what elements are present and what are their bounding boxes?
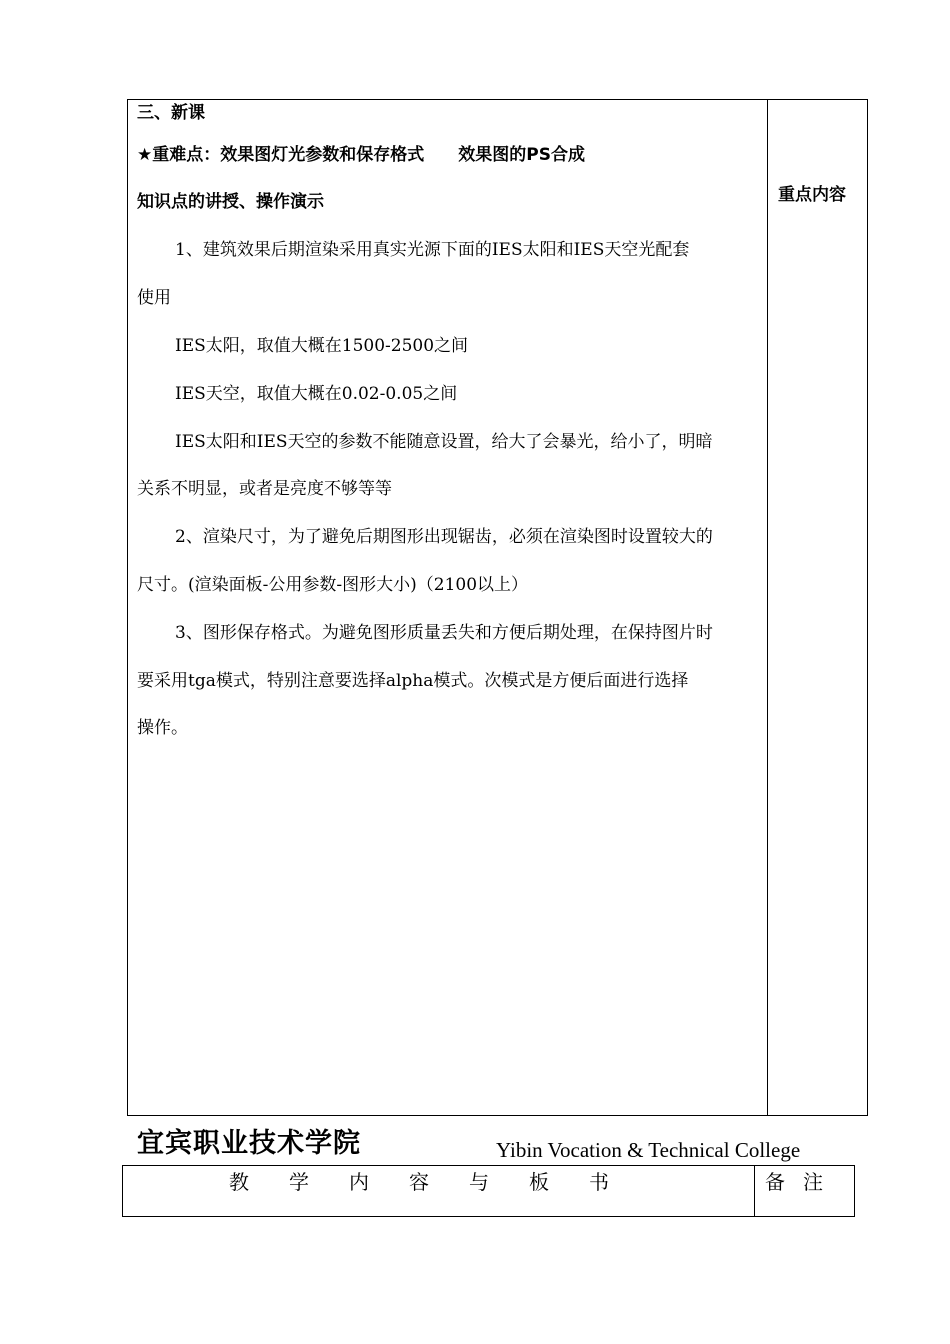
paragraph-1-line-2: 使用 bbox=[137, 288, 171, 308]
paragraph-4-line-1: IES太阳和IES天空的参数不能随意设置，给大了会暴光，给小了，明暗 bbox=[175, 432, 713, 452]
section-title: 三、新课 bbox=[137, 103, 205, 123]
content-header-note: 备注 bbox=[765, 1170, 841, 1194]
college-name-cn: 宜宾职业技术学院 bbox=[137, 1128, 361, 1159]
paragraph-5-line-1: 2、渲染尺寸，为了避免后期图形出现锯齿，必须在渲染图时设置较大的 bbox=[175, 527, 713, 547]
side-note: 重点内容 bbox=[778, 185, 846, 205]
header-column-divider bbox=[754, 1166, 755, 1216]
paragraph-1-line-1: 1、建筑效果后期渲染采用真实光源下面的IES太阳和IES天空光配套 bbox=[175, 240, 690, 260]
paragraph-6-line-2: 要采用tga模式，特别注意要选择alpha模式。次模式是方便后面进行选择 bbox=[137, 671, 689, 691]
column-divider bbox=[767, 100, 768, 1115]
paragraph-5-line-2: 尺寸。(渲染面板-公用参数-图形大小)（2100以上） bbox=[137, 575, 529, 595]
paragraph-6-line-1: 3、图形保存格式。为避免图形质量丢失和方便后期处理，在保持图片时 bbox=[175, 623, 713, 643]
subheading: 知识点的讲授、操作演示 bbox=[137, 192, 324, 212]
lesson-table bbox=[127, 99, 868, 1116]
paragraph-2-line-1: IES太阳，取值大概在1500-2500之间 bbox=[175, 336, 469, 356]
college-name-en: Yibin Vocation & Technical College bbox=[496, 1138, 801, 1162]
paragraph-3-line-1: IES天空，取值大概在0.02-0.05之间 bbox=[175, 384, 458, 404]
paragraph-6-line-3: 操作。 bbox=[137, 718, 188, 738]
paragraph-4-line-2: 关系不明显，或者是亮度不够等等 bbox=[137, 479, 392, 499]
key-points: ★重难点：效果图灯光参数和保存格式 效果图的PS合成 bbox=[137, 145, 585, 165]
content-header-title: 教学内容与板书 bbox=[229, 1170, 649, 1194]
content-header-table bbox=[122, 1165, 855, 1217]
